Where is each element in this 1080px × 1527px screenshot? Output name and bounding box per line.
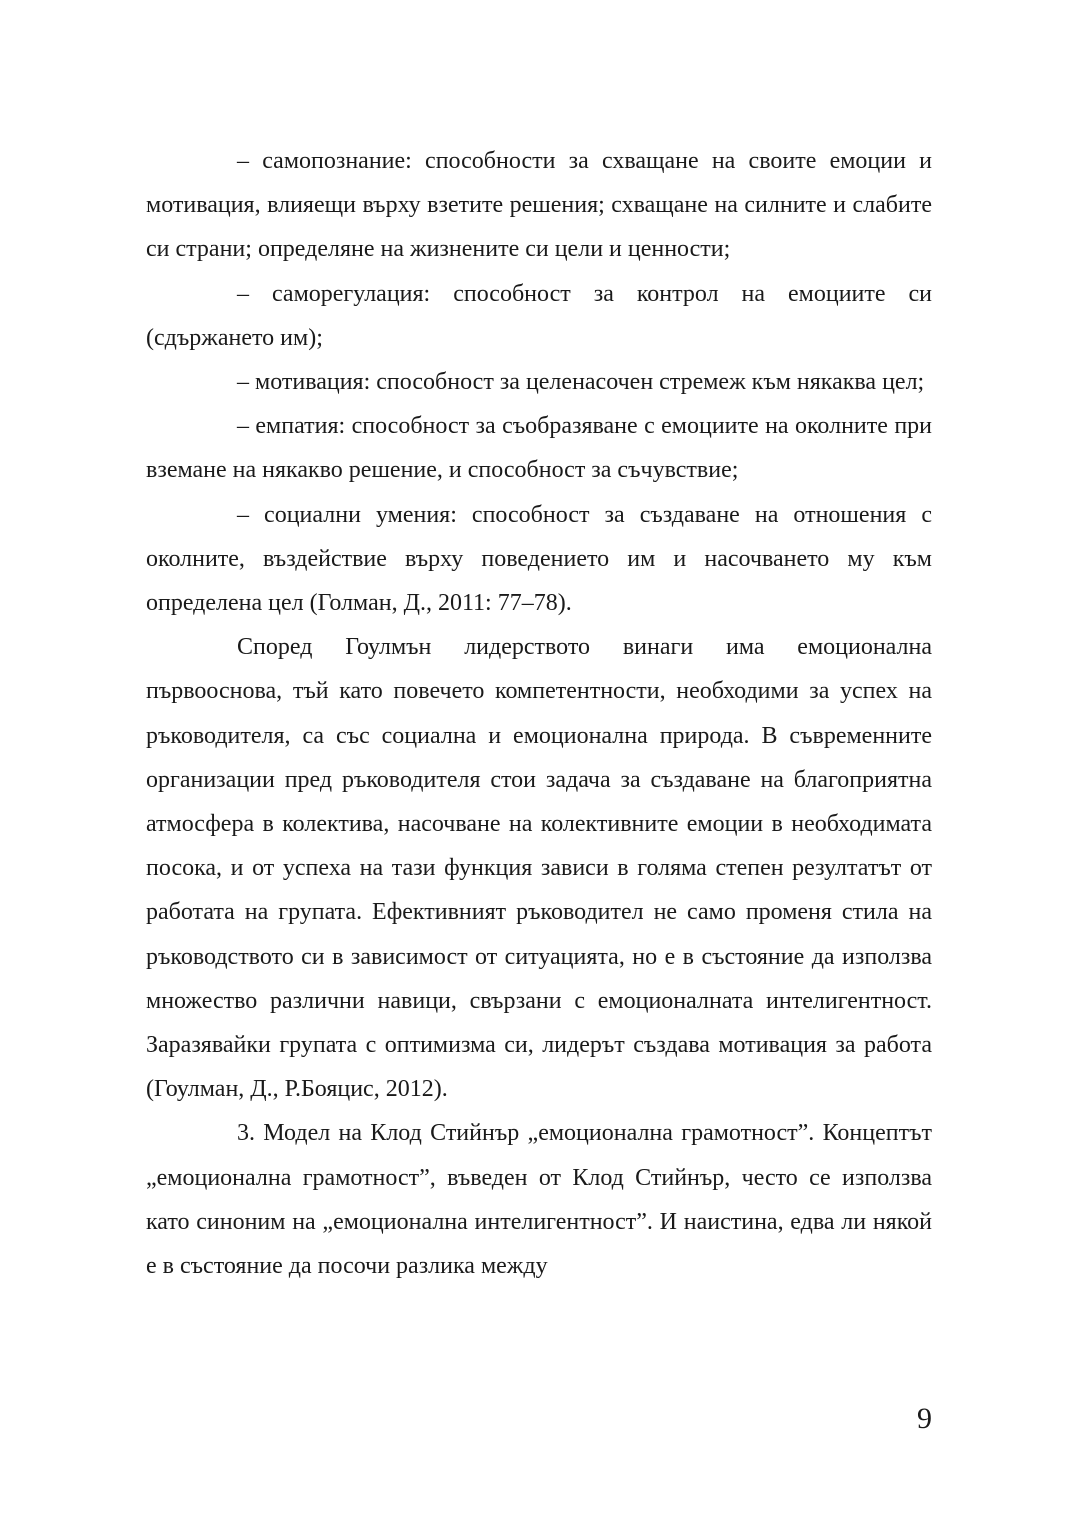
paragraph-self-regulation: – саморегулация: способност за контрол на емоциите си (сдържането им);	[146, 280, 932, 351]
paragraph-leadership: Според Гоулмън лидерството винаги има емоционална първооснова, тъй като повечето компетентности, необходими за успех на ръководителя, са със социална и емоционална природа. В съвременните организации пред ръководителя стои задача за създаване на благоприятна атмосфера в колектива, насочване на колективните емоции в необходимата посока, и от успеха на тази функция зависи в голяма степен резултатът от работата на групата. Ефективният ръководител не само променя стила на ръководството си в зависимост от ситуацията, но е в състояние да използва множество различни навици, свързани с емоционалната интелигентност. Заразявайки групата с оптимизма си, лидерът създава мотивация за работа (Гоулман, Д., Р.Бояцис, 2012).	[146, 634, 932, 1103]
paragraph-motivation: – мотивация: способност за целенасочен стремеж към някаква цел;	[237, 369, 925, 396]
paragraph-social-skills: – социални умения: способност за създаване на отношения с околните, въздействие върху поведението им и насочването му към определена цел (Голман, Д., 2011: 77–78).	[146, 501, 932, 617]
body-text	[146, 139, 932, 1288]
paragraph-self-awareness: – самопознание: способности за схващане на своите емоции и мотивация, влияещи върху взетите решения; схващане на силните и слабите си страни; определяне на жизнените си цели и ценности;	[146, 148, 932, 263]
paragraph-steiner-model: 3. Модел на Клод Стийнър „емоционална грамотност”. Концептът „емоционална грамотност”, въведен от Клод Стийнър, често се използва като синоним на „емоционална интелигентност”. И наистина, едва ли някой е в състояние да посочи разлика между	[146, 1120, 932, 1280]
paragraph-empathy: – емпатия: способност за съобразяване с емоциите на околните при вземане на някакво решение, и способност за съчувствие;	[146, 413, 932, 484]
page-number: 9	[917, 1402, 932, 1435]
